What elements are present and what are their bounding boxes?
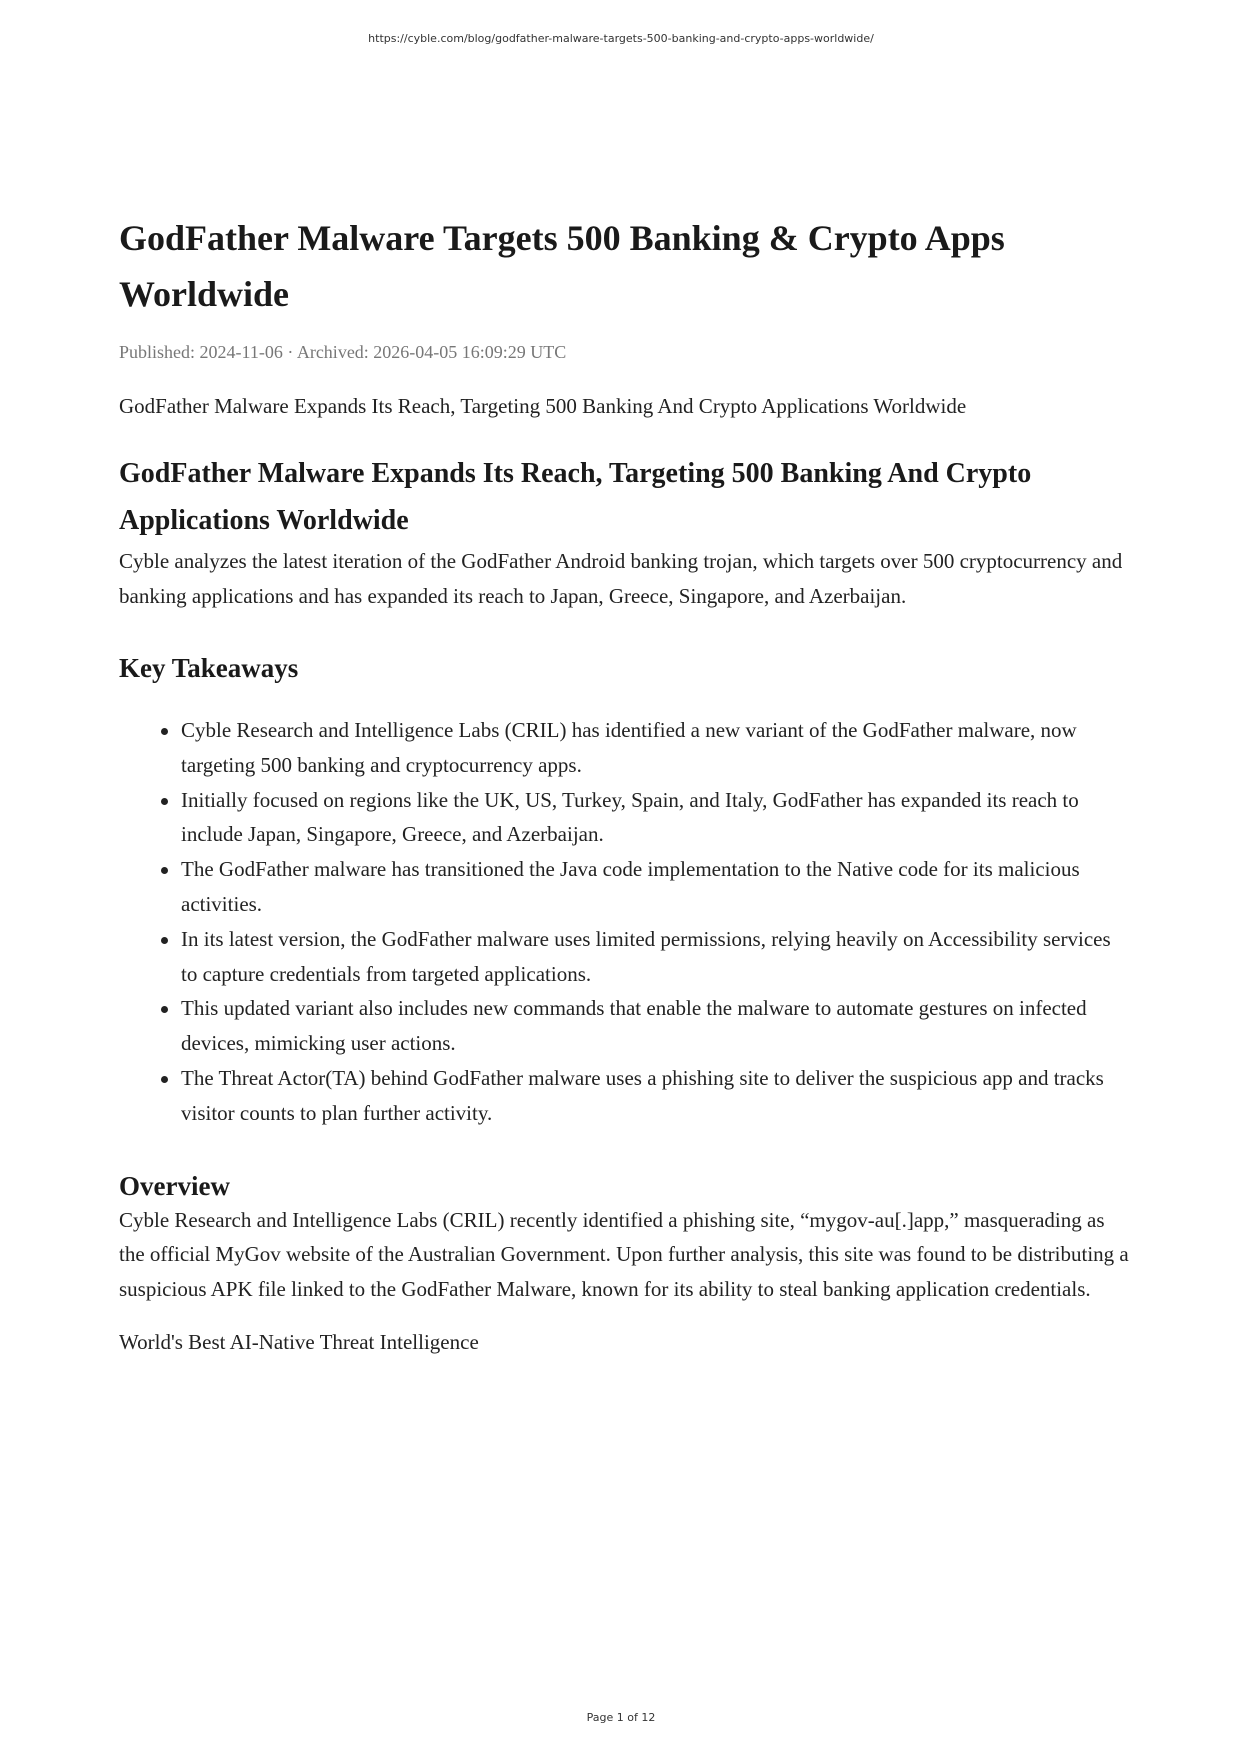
list-item: In its latest version, the GodFather malware uses limited permissions, relying heavily on Accessibility services to capture credentials from targeted applications. bbox=[181, 922, 1129, 992]
key-takeaways-list bbox=[119, 713, 1129, 1131]
article-title: GodFather Malware Targets 500 Banking & Crypto Apps Worldwide bbox=[119, 218, 1005, 314]
overview-paragraph: Cyble Research and Intelligence Labs (CRIL) recently identified a phishing site, “mygov-au[.]app,” masquerading as the official MyGov website of the Australian Government. Upon further analysis, this site was found to be distributing a suspicious APK file linked to the GodFather Malware, known for its ability to steal banking application credentials. bbox=[119, 1207, 1129, 1301]
article bbox=[119, 210, 1129, 1356]
list-item: Initially focused on regions like the UK, US, Turkey, Spain, and Italy, GodFather has expanded its reach to include Japan, Singapore, Greece, and Azerbaijan. bbox=[181, 783, 1129, 853]
page-url-header: https://cyble.com/blog/godfather-malware-targets-500-banking-and-crypto-apps-worldwide/ bbox=[368, 32, 874, 45]
intro-paragraph: Cyble analyzes the latest iteration of the GodFather Android banking trojan, which targets over 500 cryptocurrency and banking applications and has expanded its reach to Japan, Greece, Singapore, and Azerbaijan. bbox=[119, 549, 1123, 608]
article-meta: Published: 2024-11-06 · Archived: 2026-04-05 16:09:29 UTC bbox=[119, 342, 567, 362]
key-takeaways-heading: Key Takeaways bbox=[119, 653, 299, 683]
overview-heading: Overview bbox=[119, 1170, 230, 1201]
page-number: Page 1 of 12 bbox=[586, 1711, 656, 1724]
list-item: The Threat Actor(TA) behind GodFather malware uses a phishing site to deliver the suspicious app and tracks visitor counts to plan further activity. bbox=[181, 1061, 1129, 1131]
list-item: The GodFather malware has transitioned the Java code implementation to the Native code for its malicious activities. bbox=[181, 852, 1129, 922]
list-item: Cyble Research and Intelligence Labs (CRIL) has identified a new variant of the GodFather malware, now targeting 500 banking and cryptocurrency apps. bbox=[181, 713, 1129, 783]
article-subtitle: GodFather Malware Expands Its Reach, Targeting 500 Banking And Crypto Applications Worldwide bbox=[119, 394, 967, 418]
section-heading: GodFather Malware Expands Its Reach, Targeting 500 Banking And Crypto Applications Worldwide bbox=[119, 458, 1032, 536]
list-item: This updated variant also includes new commands that enable the malware to automate gestures on infected devices, mimicking user actions. bbox=[181, 991, 1129, 1061]
cta-text: World's Best AI-Native Threat Intelligence bbox=[119, 1330, 479, 1355]
